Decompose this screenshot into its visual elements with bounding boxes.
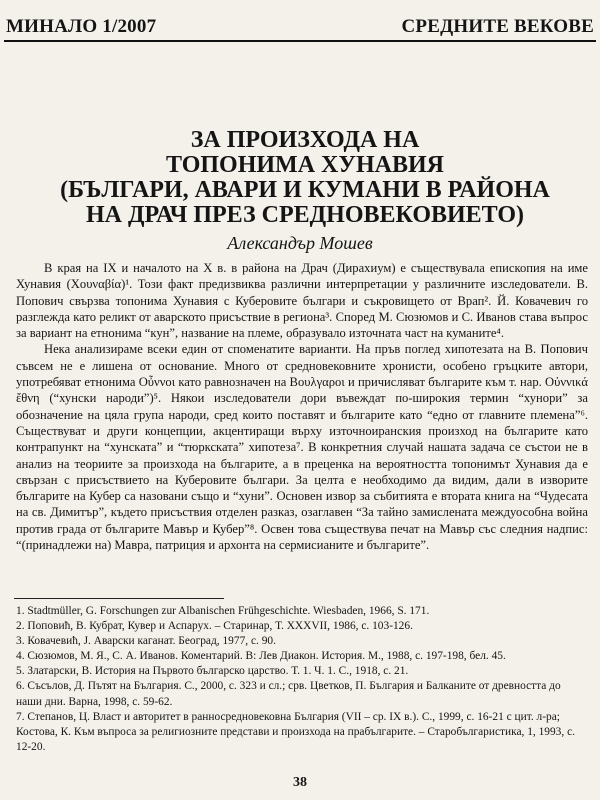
footnotes — [16, 604, 588, 755]
footnote-rule — [14, 598, 224, 599]
footnote: 1. Stadtmüller, G. Forschungen zur Albanischen Frühgeschichte. Wiesbaden, 1966, S. 171. — [16, 605, 430, 617]
footnote: 2. Поповић, В. Кубрат, Кувер и Аспарух. – Старинар, Т. XXXVII, 1986, с. 103-126. — [16, 620, 413, 633]
footnote: 6. Съсълов, Д. Пътят на България. С., 2000, с. 323 и сл.; срв. Цветков, П. България и Балканите от древността до наши дни. Варна, 1998, с. 59-62. — [16, 680, 561, 708]
footnote: 7. Степанов, Ц. Власт и авторитет в ранносредновековна България (VII – ср. IX в.). С., 1999, с. 16-21 с цит. л-ра; Костова, К. Към въпроса за религиозните представи и произхода на прабългарите. – Старобългаристика, 1, 1993, с. 12-20. — [16, 710, 575, 753]
title-line: ЗА ПРОИЗХОДА НА — [190, 127, 420, 153]
footnote: 4. Сюзюмов, М. Я., С. А. Иванов. Коментарий. В: Лев Диакон. История. М., 1988, с. 197-198, бел. 45. — [16, 650, 506, 663]
page-number: 38 — [293, 775, 307, 790]
footnote: 5. Златарски, В. История на Първото българско царство. Т. 1. Ч. 1. С., 1918, с. 21. — [16, 665, 409, 678]
article-body — [16, 260, 588, 553]
paragraph: Нека анализираме всеки един от споменатите варианти. На пръв поглед хипотезата на В. Попович съвсем не е лишена от основание. Много от средновековните хронисти, особено гръцките автори, употребяват етнонима Οὖννοι като равнозначен на Βουλγαροι и причисляват българите към т. нар. Οὐννικά ἔθνη (“хунски народи”)⁵. Някои изследователи дори въвеждат по-широкия термин “хунори” за обозначение на цяла група народи, сред които поставят и българите като “едно от главните племена”⁶. Съществуват и други концепции, акцентиращи върху източноиранския произход на българите като контрапункт на “хунската” и “тюркската” хипотеза⁷. В конкретния случай нашата задача се състои не в анализ на теориите за произхода на българите, а в преценка на вероятността топонимът Хунавия да е свързан с присъствието на Куберовите българи. За целта е необходимо да видим, дали в изворите българите на Кубер са назовани също и “хуни”. Основен извор за събитията е втората книга на “Чудесата на св. Димитър”, където присъствия отделен разказ, озаглавен “За тайно замислената междуособна война против града от българите Мавър и Кубер”⁸. Освен това съществува печат на Мавър със следния надпис: “(принадлежи на) Мавра, патриция и архонта на сермисианите и българите”. — [16, 342, 588, 553]
footnote: 3. Ковачевић, J. Аварски каганат. Београд, 1977, с. 90. — [16, 635, 276, 648]
article-author: Александър Мошев — [227, 233, 373, 253]
section-title: СРЕДНИТЕ ВЕКОВЕ — [401, 16, 594, 37]
title-line: ТОПОНИМА ХУНАВИЯ — [166, 152, 444, 178]
article-title — [20, 128, 590, 228]
header-rule — [4, 40, 596, 42]
journal-issue: МИНАЛО 1/2007 — [6, 16, 157, 37]
title-line: НА ДРАЧ ПРЕЗ СРЕДНОВЕКОВИЕТО) — [85, 202, 525, 228]
running-header — [6, 10, 594, 38]
title-line: (БЪЛГАРИ, АВАРИ И КУМАНИ В РАЙОНА — [60, 177, 550, 203]
paragraph: В края на IX и началото на X в. в района на Драч (Дирахиум) е съществувала епископия на име Хунавия (Χουναβία)¹. Този факт предизвиква различни интерпретации у различните изследователи. В. Попович свързва топонима Хунавия с Куберовите българи и съкровището от Врап². Й. Ковачевич го разглежда като реликт от аварското присъствие в региона³. Според М. Сюзюмов и С. Иванов става въпрос за вариант на етнонима “кун”, название на племе, образувало източната част на куманите⁴. — [16, 261, 588, 341]
